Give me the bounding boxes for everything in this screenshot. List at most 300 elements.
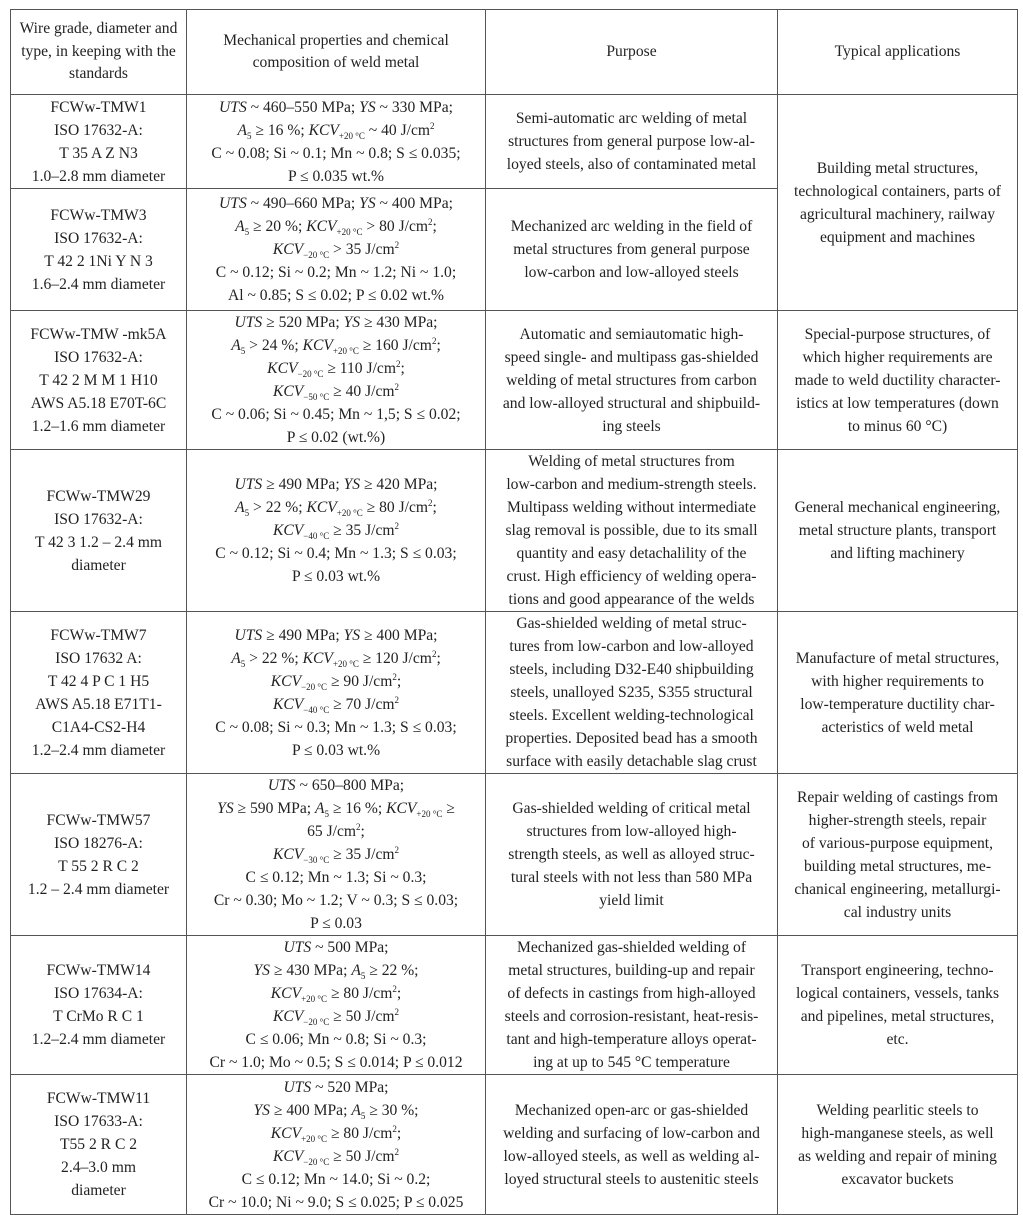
property-line: [190, 311, 482, 334]
italic-symbol: KCV: [306, 218, 337, 235]
table-row: [11, 774, 1018, 936]
italic-symbol: A: [231, 649, 241, 667]
purpose-cell-line: loyed structural steels to austenitic steels: [504, 1170, 759, 1188]
wire-grade-cell-line: 1.2 – 2.4 mm diameter: [27, 880, 170, 898]
property-line: [190, 774, 482, 797]
italic-symbol: KCV: [270, 1124, 302, 1142]
wire-grade-cell-line: T 42 2 M M 1 H10: [39, 371, 158, 389]
wire-grade-cell-line: FCWw-TMW29: [46, 487, 151, 505]
applications-cell-line: high-manganese steels, as well: [801, 1124, 994, 1142]
applications-cell-line: higher-strength steels, repair: [808, 811, 987, 829]
applications-cell-line: logical containers, vessels, tanks: [795, 985, 1000, 1002]
property-line: [190, 284, 482, 307]
property-line: [190, 426, 482, 449]
superscript: 2: [356, 822, 361, 832]
weld-metal-properties-cell: [187, 95, 486, 189]
subscript: 5: [240, 346, 246, 356]
wire-grade-cell-line: T 35 A Z N3: [59, 144, 138, 162]
property-text: ≥ 520 MPa;: [262, 314, 344, 331]
wire-grade-cell-line: T CrMo R C 1: [53, 1008, 144, 1025]
property-line: [190, 192, 482, 215]
wire-grade-cell-line: 1.2–1.6 mm diameter: [31, 417, 166, 435]
table-row: [11, 95, 1018, 189]
property-text: ≥ 35 J/cm: [329, 846, 395, 863]
weld-metal-properties-cell: [187, 936, 486, 1075]
property-text: ;: [396, 672, 402, 690]
purpose-cell-line: low-carbon and medium-strength steels.: [506, 476, 757, 493]
wire-grade-cell-line: FCWw-TMW14: [46, 962, 151, 979]
property-text: ~ 520 MPa;: [311, 1078, 389, 1096]
superscript: 2: [431, 336, 437, 346]
purpose-cell-line: welding of metal structures from carbon: [506, 371, 757, 389]
property-text: ~ 500 MPa;: [311, 939, 389, 956]
superscript: 2: [394, 521, 400, 531]
purpose-cell-line: metal structures, building-up and repair: [508, 962, 755, 979]
purpose-cell: [486, 774, 778, 936]
subscript: 5: [244, 508, 250, 518]
applications-cell: [778, 95, 1018, 311]
applications-cell: [778, 936, 1018, 1075]
italic-symbol: KCV: [272, 241, 304, 258]
applications-cell-line: metal structure plants, transport: [798, 522, 997, 539]
property-line: [190, 797, 482, 820]
property-text: ≥ 80 J/cm: [362, 499, 429, 516]
italic-symbol: A: [235, 499, 245, 516]
wire-grade-cell: [11, 612, 187, 774]
purpose-cell-line: Multipass welding without intermediate: [506, 499, 757, 516]
italic-symbol: KCV: [272, 846, 304, 863]
wire-grade-cell-line: T 42 2 1Ni Y N 3: [44, 252, 153, 270]
property-line: [190, 982, 482, 1005]
italic-symbol: UTS: [267, 777, 296, 794]
property-line: [190, 334, 482, 357]
property-line: [190, 96, 482, 119]
applications-cell-line: and lifting machinery: [830, 545, 965, 562]
italic-symbol: UTS: [234, 314, 263, 331]
wire-grade-cell-line: ISO 17634-A:: [54, 985, 143, 1002]
table-row: [11, 450, 1018, 612]
applications-cell: [778, 450, 1018, 612]
purpose-cell-line: Gas-shielded welding of metal struc-: [516, 615, 747, 632]
property-text: > 22 %;: [245, 649, 303, 667]
wire-grade-cell-line: ISO 17632 A:: [55, 649, 142, 667]
italic-symbol: YS: [253, 962, 270, 979]
purpose-cell-line: tural steels with not less than 580 MPa: [510, 869, 753, 886]
purpose-cell-line: speed single- and multipass gas-shielded: [504, 348, 759, 366]
property-text: C ~ 0.06; Si ~ 0.45; Mn ~ 1,5; S ≤ 0.02;: [211, 406, 461, 423]
purpose-cell-line: tions and good appearance of the welds: [508, 591, 755, 608]
property-text: C ~ 0.12; Si ~ 0.2; Mn ~ 1.2; Ni ~ 1.0;: [215, 264, 457, 281]
property-text: ;: [396, 985, 402, 1002]
property-line: [190, 670, 482, 693]
property-text: C ≤ 0.12; Mn ~ 1.3; Si ~ 0.3;: [245, 869, 427, 886]
italic-symbol: A: [235, 218, 245, 235]
wire-grade-cell: [11, 774, 187, 936]
purpose-cell-line: strength steels, as well as alloyed struc-: [508, 846, 755, 863]
weld-metal-properties-cell: [187, 189, 486, 311]
weld-metal-properties-cell: [187, 1075, 486, 1215]
purpose-cell-line: structures from general purpose low-al-: [508, 133, 755, 150]
applications-cell-line: Special-purpose structures, of: [804, 325, 991, 343]
wire-grade-cell: [11, 450, 187, 612]
property-text: Cr ~ 1.0; Mo ~ 0.5; S ≤ 0.014; P ≤ 0.012: [209, 1054, 463, 1071]
property-text: ≥ 400 MPa;: [269, 1101, 352, 1119]
property-text: ≥ 490 MPa;: [262, 626, 344, 644]
superscript: 2: [428, 217, 433, 227]
subscript: 5: [247, 130, 252, 141]
applications-cell-line: Welding pearlitic steels to: [816, 1101, 979, 1119]
property-line: [190, 647, 482, 670]
purpose-cell-line: Mechanized open-arc or gas-shielded: [514, 1101, 749, 1119]
property-text: C ~ 0.08; Si ~ 0.3; Mn ~ 1.3; S ≤ 0.03;: [215, 718, 457, 736]
property-text: ~ 400 MPa;: [375, 195, 453, 212]
italic-symbol: KCV: [270, 985, 302, 1002]
wire-grade-cell-line: C1A4-CS2-H4: [51, 718, 146, 736]
header-mechanical-properties: Mechanical properties and chemical composition of weld metal: [187, 10, 486, 95]
purpose-cell-line: Semi-automatic arc welding of metal: [515, 110, 748, 127]
applications-cell-line: agricultural machinery, railway: [799, 205, 996, 223]
property-text: ≥ 30 %;: [365, 1101, 419, 1119]
superscript: 2: [392, 1123, 397, 1134]
italic-symbol: YS: [343, 476, 361, 493]
property-text: ≥ 80 J/cm: [327, 985, 393, 1002]
table-header-row: [11, 10, 1018, 95]
italic-symbol: YS: [343, 626, 361, 644]
wire-grade-cell-line: FCWw-TMW1: [50, 98, 147, 116]
subscript: −20 °C: [303, 1017, 330, 1027]
applications-cell: [778, 1075, 1018, 1215]
purpose-cell-line: and low-alloyed structural and shipbuild-: [502, 394, 761, 412]
weld-metal-properties-cell: [187, 774, 486, 936]
property-text: ~ 40 J/cm: [364, 121, 431, 139]
italic-symbol: KCV: [272, 695, 304, 713]
wire-grade-cell-line: diameter: [71, 556, 126, 574]
italic-symbol: KCV: [308, 121, 339, 139]
property-line: [190, 215, 482, 238]
property-text: ;: [432, 218, 437, 235]
wire-grade-cell-line: FCWw-TMW11: [46, 1090, 151, 1107]
property-line: [190, 959, 482, 982]
property-text: ~ 650–800 MPa;: [295, 777, 405, 794]
italic-symbol: KCV: [272, 1147, 304, 1165]
applications-cell-line: cal industry units: [843, 903, 952, 921]
wire-grade-cell: [11, 936, 187, 1075]
wire-grade-cell: [11, 189, 187, 311]
property-text: ;: [360, 823, 365, 840]
applications-cell-line: excavator buckets: [841, 1170, 954, 1188]
wire-grade-cell: [11, 311, 187, 450]
italic-symbol: UTS: [234, 476, 263, 493]
property-line: [190, 565, 482, 588]
property-line: [190, 716, 482, 739]
subscript: −20 °C: [303, 1156, 330, 1167]
applications-cell: [778, 612, 1018, 774]
property-text: P ≤ 0.035 wt.%: [288, 167, 384, 185]
applications-cell-line: General mechanical engineering,: [794, 499, 1001, 516]
property-line: [190, 403, 482, 426]
property-line: [190, 1051, 482, 1074]
property-text: ≥ 40 J/cm: [329, 383, 395, 400]
property-text: ;: [432, 499, 437, 516]
property-line: [190, 261, 482, 284]
wire-grade-cell-line: ISO 17632-A:: [54, 229, 143, 247]
italic-symbol: YS: [343, 314, 361, 331]
property-text: Cr ~ 0.30; Mo ~ 1.2; V ~ 0.3; S ≤ 0.03;: [213, 892, 459, 909]
superscript: 2: [428, 498, 433, 508]
table-row: [11, 311, 1018, 450]
property-line: [190, 1028, 482, 1051]
weld-metal-properties-cell: [187, 612, 486, 774]
applications-cell-line: Transport engineering, techno-: [801, 962, 994, 979]
property-line: [190, 936, 482, 959]
purpose-cell-line: metal structures from general purpose: [513, 241, 750, 258]
superscript: 2: [430, 120, 435, 131]
purpose-cell-line: structures from low-alloyed high-: [526, 823, 737, 840]
subscript: 5: [360, 971, 366, 981]
property-line: [190, 624, 482, 647]
superscript: 2: [394, 1146, 400, 1157]
weld-metal-properties-cell: [187, 450, 486, 612]
property-text: ;: [436, 649, 441, 667]
property-text: Al ~ 0.85; S ≤ 0.02; P ≤ 0.02 wt.%: [227, 287, 444, 304]
italic-symbol: KCV: [272, 383, 304, 400]
superscript: 2: [431, 648, 437, 659]
wire-grade-cell-line: T55 2 R C 2: [59, 1136, 138, 1153]
wire-grade-cell-line: FCWw-TMW3: [50, 206, 147, 224]
italic-symbol: A: [231, 337, 241, 354]
purpose-cell: [486, 936, 778, 1075]
italic-symbol: A: [351, 962, 361, 979]
applications-cell-line: Repair welding of castings from: [797, 788, 998, 806]
superscript: 2: [392, 671, 397, 682]
property-line: [190, 1099, 482, 1122]
purpose-cell-line: slag removal is possible, due to its small: [505, 522, 758, 539]
property-text: C ≤ 0.12; Mn ~ 14.0; Si ~ 0.2;: [241, 1170, 431, 1188]
purpose-cell: [486, 1075, 778, 1215]
property-text: ≥ 35 J/cm: [329, 522, 395, 539]
subscript: +20 °C: [332, 346, 359, 356]
italic-symbol: UTS: [283, 939, 312, 956]
property-line: [190, 693, 482, 716]
property-text: ≥: [442, 800, 455, 817]
property-text: > 80 J/cm: [362, 218, 429, 235]
header-typical-applications: Typical applications: [778, 10, 1018, 95]
wire-grade-cell-line: T 42 4 P C 1 H5: [47, 672, 150, 690]
wire-grade-cell-line: ISO 17632-A:: [54, 121, 143, 139]
purpose-cell-line: ing at up to 545 °C temperature: [533, 1054, 730, 1071]
purpose-cell-line: steels. Excellent welding-technological: [509, 707, 754, 724]
property-line: [190, 542, 482, 565]
property-text: ≥ 590 MPa;: [233, 800, 315, 817]
property-text: C ~ 0.08; Si ~ 0.1; Mn ~ 0.8; S ≤ 0.035;: [211, 144, 461, 162]
wire-grade-cell-line: 1.2–2.4 mm diameter: [31, 1031, 166, 1048]
wire-grade-cell-line: T 55 2 R C 2: [58, 857, 139, 875]
property-text: ≥ 50 J/cm: [329, 1147, 395, 1165]
wire-grade-cell: [11, 1075, 187, 1215]
property-line: [190, 519, 482, 542]
property-text: P ≤ 0.03 wt.%: [291, 741, 381, 759]
property-line: [190, 1122, 482, 1145]
property-line: [190, 380, 482, 403]
italic-symbol: KCV: [306, 499, 337, 516]
table-row: [11, 936, 1018, 1075]
applications-cell-line: building metal structures, me-: [803, 857, 992, 875]
italic-symbol: KCV: [302, 649, 333, 667]
property-text: ≥ 160 J/cm: [358, 337, 432, 354]
wire-grade-cell-line: T 42 3 1.2 – 2.4 mm: [34, 533, 163, 551]
purpose-cell-line: of defects in castings from high-alloyed: [507, 985, 756, 1002]
property-text: ≥ 80 J/cm: [327, 1124, 393, 1142]
property-text: ≥ 430 MPa;: [360, 314, 438, 331]
purpose-cell-line: steels and corrosion-resistant, heat-resis-: [504, 1008, 759, 1025]
subscript: 5: [244, 227, 250, 237]
subscript: −30 °C: [303, 855, 330, 865]
property-text: ≥ 490 MPa;: [262, 476, 344, 493]
wire-grade-cell-line: AWS A5.18 E70T-6C: [30, 394, 167, 412]
property-line: [190, 820, 482, 843]
wire-grade-cell-line: ISO 17632-A:: [54, 348, 143, 366]
table-row: [11, 1075, 1018, 1215]
wire-grade-cell: [11, 95, 187, 189]
subscript: 5: [240, 658, 246, 669]
purpose-cell-line: steels, unalloyed S235, S355 structural: [510, 684, 753, 701]
italic-symbol: A: [314, 800, 325, 817]
purpose-cell-line: Mechanized gas-shielded welding of: [516, 939, 747, 956]
applications-cell-line: chanical engineering, metallurgi-: [794, 880, 1001, 898]
purpose-cell-line: low-alloyed steels, as well as welding al-: [503, 1147, 760, 1165]
applications-cell-line: technological containers, parts of: [794, 182, 1001, 200]
wire-grade-cell-line: diameter: [71, 1182, 126, 1199]
subscript: +20 °C: [301, 1133, 328, 1144]
italic-symbol: KCV: [302, 337, 333, 354]
purpose-cell-line: low-carbon and low-alloyed steels: [524, 264, 739, 281]
purpose-cell: [486, 450, 778, 612]
applications-cell-line: to minus 60 °C): [847, 417, 948, 435]
italic-symbol: KCV: [267, 360, 298, 377]
wire-grade-cell-line: 2.4–3.0 mm: [61, 1159, 136, 1176]
property-line: [190, 889, 482, 912]
property-line: [190, 473, 482, 496]
applications-cell-line: acteristics of weld metal: [821, 718, 974, 736]
subscript: −40 °C: [303, 531, 330, 541]
table-body: [11, 95, 1018, 1215]
purpose-cell-line: steels, including D32-E40 shipbuilding: [509, 661, 754, 678]
property-text: ≥ 110 J/cm: [323, 360, 396, 377]
applications-cell-line: Manufacture of metal structures,: [795, 649, 1000, 667]
property-text: ;: [400, 360, 405, 377]
property-text: ≥ 420 MPa;: [360, 476, 438, 493]
property-line: [190, 1168, 482, 1191]
applications-cell-line: equipment and machines: [819, 228, 976, 246]
wire-grade-cell-line: AWS A5.18 E71T1-: [35, 695, 162, 713]
property-text: ≥ 70 J/cm: [329, 695, 395, 713]
superscript: 2: [394, 1007, 400, 1017]
property-text: ~ 460–550 MPa;: [246, 98, 360, 116]
property-line: [190, 1191, 482, 1214]
italic-symbol: UTS: [219, 98, 247, 116]
property-line: [190, 119, 482, 142]
italic-symbol: YS: [359, 98, 376, 116]
header-purpose: Purpose: [486, 10, 778, 95]
property-line: [190, 238, 482, 261]
subscript: +20 °C: [301, 994, 328, 1004]
purpose-cell-line: Automatic and semiautomatic high-: [519, 325, 744, 343]
purpose-cell-line: ing steels: [602, 417, 661, 435]
wire-grade-cell-line: FCWw-TMW -mk5A: [30, 325, 167, 343]
applications-cell: [778, 311, 1018, 450]
purpose-cell: [486, 311, 778, 450]
purpose-cell-line: Gas-shielded welding of critical metal: [512, 800, 751, 817]
property-text: C ≤ 0.06; Mn ~ 0.8; Si ~ 0.3;: [245, 1031, 427, 1048]
property-text: ≥ 16 %;: [329, 800, 387, 817]
property-text: ≥ 430 MPa;: [269, 962, 352, 979]
italic-symbol: KCV: [272, 1008, 304, 1025]
wire-grade-cell-line: FCWw-TMW7: [50, 626, 147, 644]
property-text: > 22 %;: [249, 499, 307, 516]
subscript: 5: [360, 1110, 366, 1121]
italic-symbol: YS: [217, 800, 234, 817]
superscript: 2: [394, 382, 400, 392]
property-text: C ~ 0.12; Si ~ 0.4; Mn ~ 1.3; S ≤ 0.03;: [215, 545, 457, 562]
property-text: P ≤ 0.03: [310, 915, 362, 932]
italic-symbol: UTS: [234, 626, 263, 644]
purpose-cell-line: crust. High efficiency of welding opera-: [506, 568, 757, 585]
applications-cell-line: with higher requirements to: [811, 672, 984, 690]
purpose-cell-line: tures from low-carbon and low-alloyed: [509, 638, 754, 655]
property-text: > 24 %;: [245, 337, 303, 354]
purpose-cell-line: surface with easily detachable slag crust: [506, 753, 757, 770]
purpose-cell-line: loyed steels, also of contaminated metal: [506, 156, 757, 173]
property-text: ≥ 50 J/cm: [329, 1008, 395, 1025]
property-line: [190, 843, 482, 866]
applications-cell-line: which higher requirements are: [802, 348, 993, 366]
property-line: [190, 739, 482, 762]
property-text: ≥ 16 %;: [251, 121, 309, 139]
purpose-cell-line: tant and high-temperature alloys operat-: [506, 1031, 757, 1048]
header-wire-grade: Wire grade, diameter and type, in keeping with the standards: [11, 10, 187, 95]
purpose-cell-line: welding and surfacing of low-carbon and: [503, 1124, 760, 1142]
subscript: +20 °C: [336, 227, 363, 237]
italic-symbol: YS: [359, 195, 376, 212]
property-line: [190, 357, 482, 380]
property-text: P ≤ 0.03 wt.%: [291, 568, 381, 585]
wire-grade-cell-line: 1.2–2.4 mm diameter: [31, 741, 166, 759]
property-text: Cr ~ 10.0; Ni ~ 9.0; S ≤ 0.025; P ≤ 0.025: [208, 1193, 464, 1211]
purpose-cell-line: Welding of metal structures from: [528, 453, 735, 470]
wire-grade-cell-line: ISO 17632-A:: [54, 510, 143, 528]
subscript: −40 °C: [303, 704, 330, 715]
property-line: [190, 1005, 482, 1028]
property-line: [190, 142, 482, 165]
subscript: −20 °C: [301, 681, 328, 692]
subscript: −20 °C: [297, 369, 324, 379]
welding-wire-table: [10, 9, 1018, 1215]
italic-symbol: KCV: [270, 672, 302, 690]
purpose-cell: [486, 95, 778, 189]
wire-grade-cell-line: 1.0–2.8 mm diameter: [31, 167, 166, 185]
italic-symbol: A: [351, 1101, 361, 1119]
subscript: +20 °C: [336, 508, 363, 518]
purpose-cell-line: quantity and easy detachalility of the: [516, 545, 747, 562]
superscript: 2: [392, 984, 397, 994]
property-text: ≥ 22 %;: [365, 962, 419, 979]
table-row: [11, 612, 1018, 774]
italic-symbol: UTS: [283, 1078, 312, 1096]
property-line: [190, 912, 482, 935]
superscript: 2: [394, 240, 400, 250]
purpose-cell-line: yield limit: [599, 892, 664, 909]
superscript: 2: [395, 359, 401, 369]
